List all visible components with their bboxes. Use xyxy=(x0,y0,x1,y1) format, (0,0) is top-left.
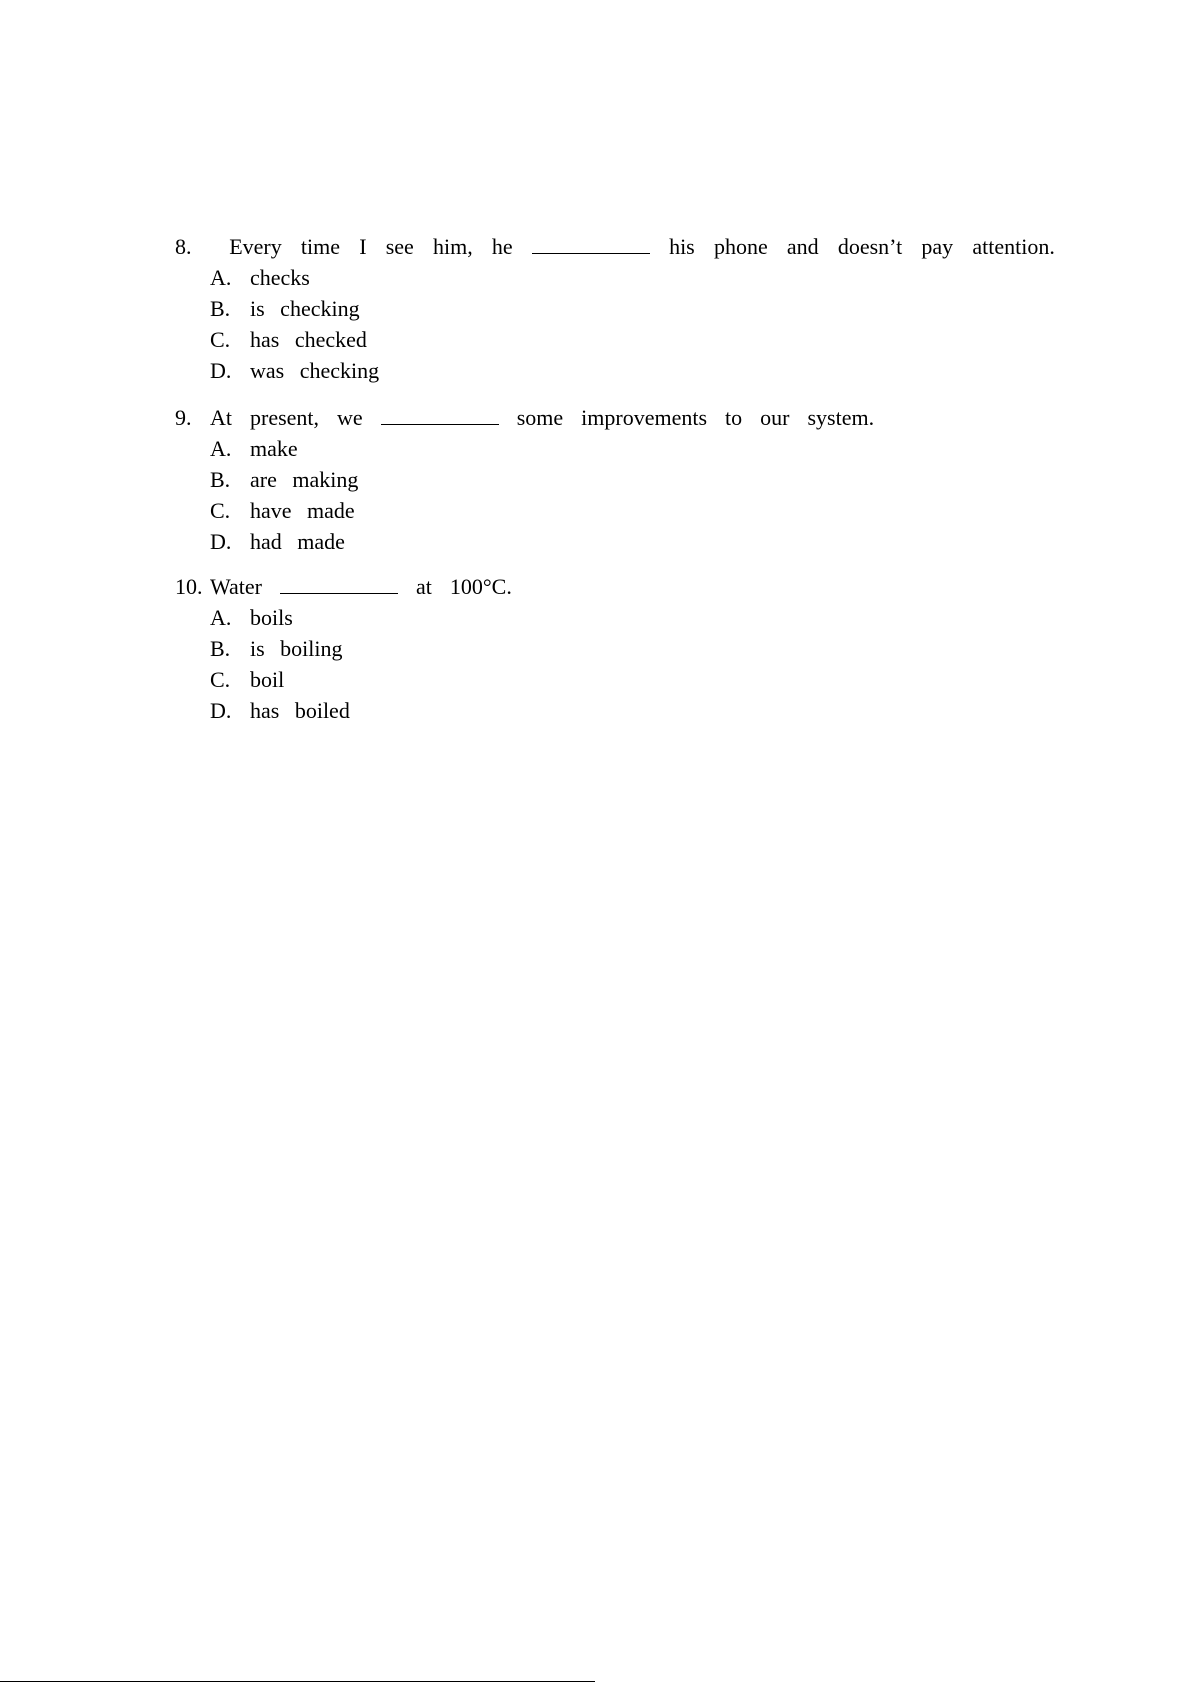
option-c xyxy=(210,495,1055,526)
option-letter: D. xyxy=(210,698,232,723)
option-letter: C. xyxy=(210,667,231,692)
option-c xyxy=(210,324,1055,355)
option-a xyxy=(210,433,1055,464)
option-c xyxy=(210,664,1055,695)
option-letter: D. xyxy=(210,529,232,554)
option-text: was checking xyxy=(250,358,380,383)
stem-word: Water xyxy=(210,574,262,599)
stem-word: At xyxy=(210,405,232,430)
option-d xyxy=(210,695,1055,726)
stem-word: time xyxy=(300,234,341,259)
stem-word: phone xyxy=(713,234,768,259)
stem-word: attention. xyxy=(972,234,1055,259)
answer-blank xyxy=(381,402,499,425)
stem-word: present, xyxy=(250,405,320,430)
stem-word: doesn’t xyxy=(837,234,903,259)
option-a xyxy=(210,602,1055,633)
option-letter: A. xyxy=(210,605,232,630)
stem-word: our xyxy=(760,405,790,430)
option-text: boil xyxy=(250,667,285,692)
options-list xyxy=(175,433,1055,557)
question-10 xyxy=(175,571,1055,726)
stem-word: his xyxy=(669,234,695,259)
option-text: boils xyxy=(250,605,293,630)
stem-word: 100°C. xyxy=(449,574,512,599)
question-stem xyxy=(175,231,1055,262)
option-text: checks xyxy=(250,265,310,290)
option-a xyxy=(210,262,1055,293)
option-letter: A. xyxy=(210,265,232,290)
option-b xyxy=(210,633,1055,664)
option-text: had made xyxy=(250,529,345,554)
stem-word: Every xyxy=(229,234,282,259)
option-text: has checked xyxy=(250,327,367,352)
stem-word: some xyxy=(516,405,564,430)
option-letter: C. xyxy=(210,327,231,352)
option-letter: D. xyxy=(210,358,232,383)
footnote-rule xyxy=(0,1681,595,1682)
stem-word: to xyxy=(725,405,743,430)
answer-blank xyxy=(280,571,398,594)
option-letter: A. xyxy=(210,436,232,461)
options-list xyxy=(175,262,1055,386)
option-b xyxy=(210,293,1055,324)
options-list xyxy=(175,602,1055,726)
option-letter: C. xyxy=(210,498,231,523)
question-9 xyxy=(175,402,1055,557)
stem-word: at xyxy=(415,574,432,599)
question-number: 9. xyxy=(175,405,192,430)
stem-word: I xyxy=(359,234,367,259)
stem-word: him, xyxy=(433,234,473,259)
stem-word: we xyxy=(337,405,363,430)
option-text: has boiled xyxy=(250,698,350,723)
option-text: is boiling xyxy=(250,636,343,661)
option-text: is checking xyxy=(250,296,360,321)
stem-word: system. xyxy=(807,405,875,430)
stem-word: improvements xyxy=(581,405,708,430)
question-8 xyxy=(175,231,1055,386)
option-d xyxy=(210,526,1055,557)
stem-word: and xyxy=(786,234,819,259)
question-stem xyxy=(175,402,1055,433)
stem-word: he xyxy=(491,234,513,259)
option-text: are making xyxy=(250,467,359,492)
stem-word: pay xyxy=(921,234,954,259)
option-letter: B. xyxy=(210,296,231,321)
option-letter: B. xyxy=(210,636,231,661)
question-stem xyxy=(175,571,1055,602)
option-d xyxy=(210,355,1055,386)
stem-word: see xyxy=(385,234,414,259)
answer-blank xyxy=(532,231,650,254)
option-text: have made xyxy=(250,498,355,523)
option-letter: B. xyxy=(210,467,231,492)
question-number: 10. xyxy=(175,574,203,599)
question-number: 8. xyxy=(175,234,192,259)
option-b xyxy=(210,464,1055,495)
option-text: make xyxy=(250,436,298,461)
